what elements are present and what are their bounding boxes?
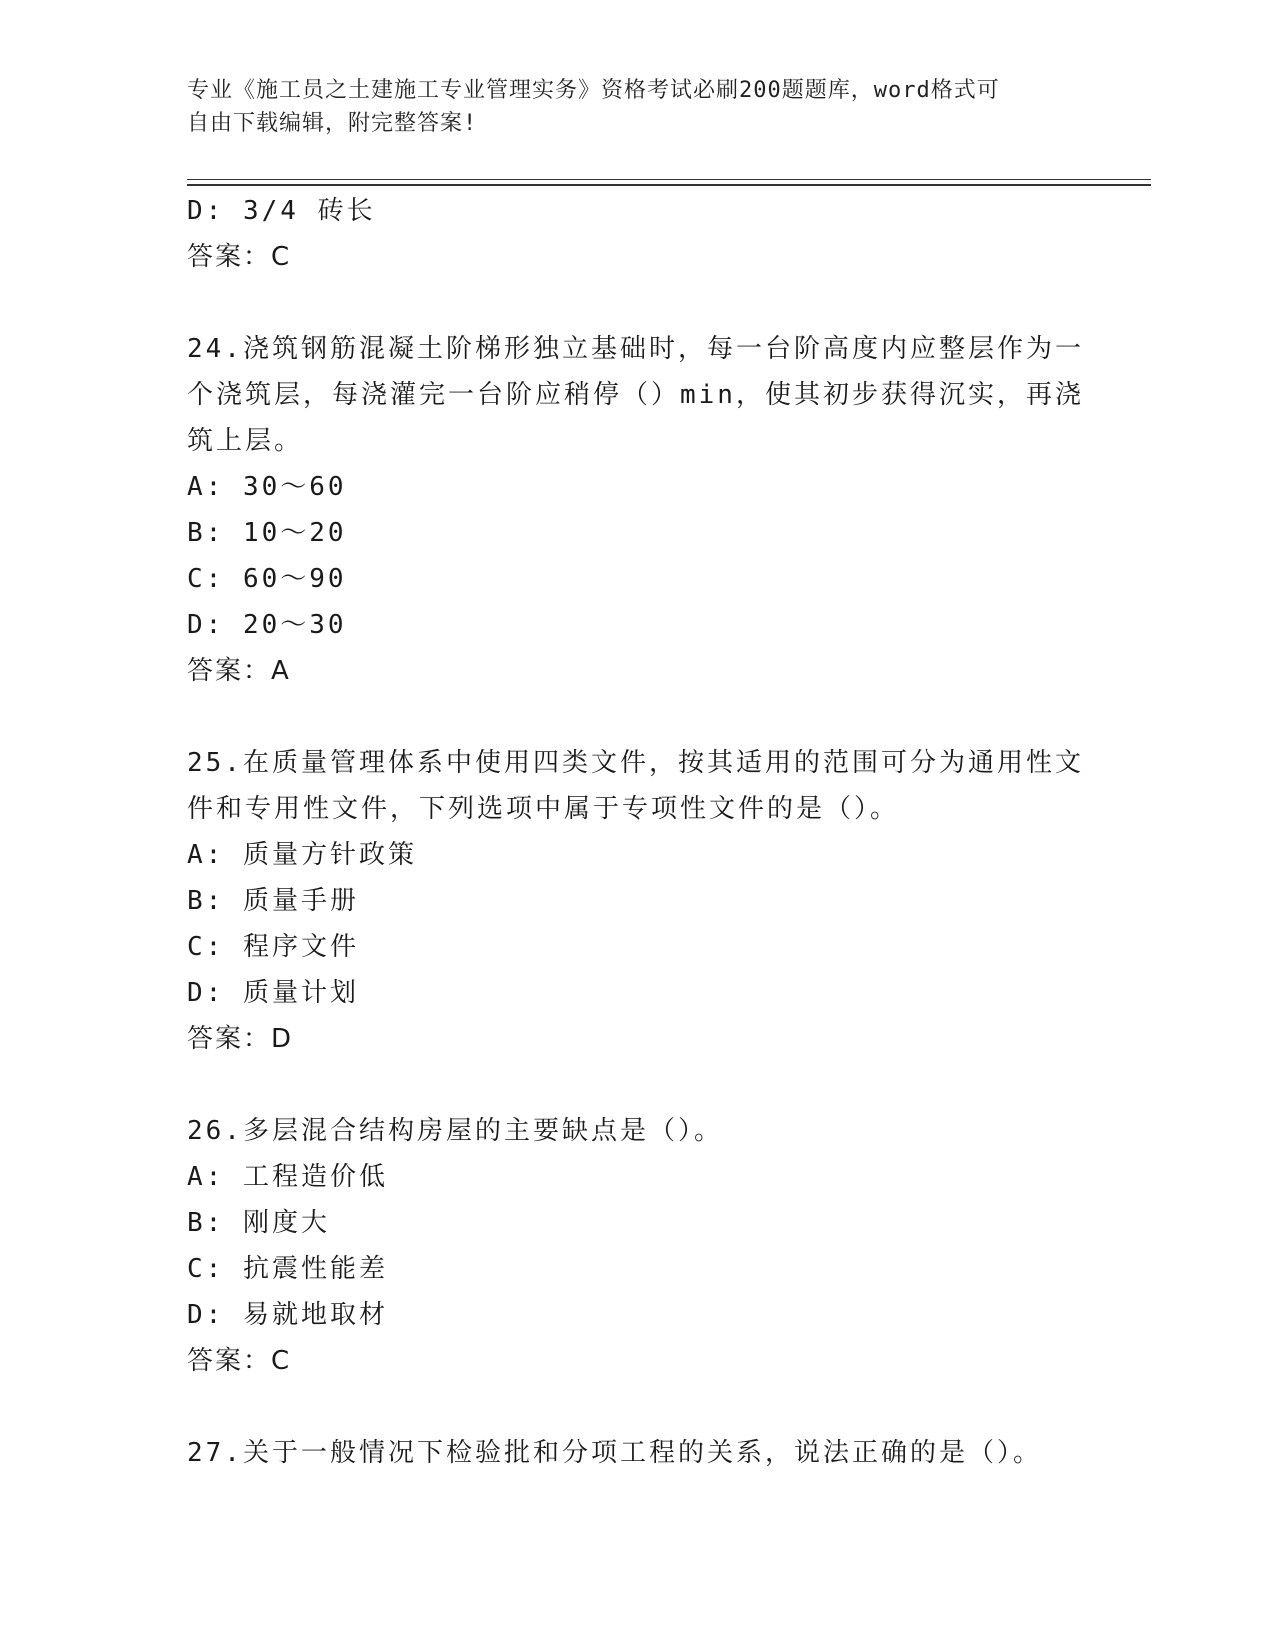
header-line-2: 自由下载编辑，附完整答案! [187,111,478,136]
option-d: D: 20～30 [187,610,347,640]
document-header [187,74,1067,140]
header-divider-thick [187,184,1151,186]
question-27 [187,1430,1087,1476]
question-text-line: 24.浇筑钢筋混凝土阶梯形独立基础时，每一台阶高度内应整层作为一 [187,334,1084,364]
option-a: A: 工程造价低 [187,1162,388,1192]
answer: 答案：A [187,656,291,686]
question-text-line: 26.多层混合结构房屋的主要缺点是（）。 [187,1116,723,1146]
question-text-line: 25.在质量管理体系中使用四类文件，按其适用的范围可分为通用性文 [187,748,1084,778]
option-c: C: 60～90 [187,564,347,594]
question-24 [187,326,1087,694]
option-d: D: 质量计划 [187,978,359,1008]
option-a: A: 质量方针政策 [187,840,417,870]
option-b: B: 质量手册 [187,886,359,916]
question-text-line: 件和专用性文件，下列选项中属于专项性文件的是（）。 [187,794,900,824]
question-text-line: 个浇筑层，每浇灌完一台阶应稍停（）min，使其初步获得沉实，再浇 [187,380,1084,410]
question-25 [187,740,1087,1062]
spacer [187,1384,1087,1430]
option-b: B: 10～20 [187,518,347,548]
option-c: C: 程序文件 [187,932,359,962]
header-line-1: 专业《施工员之土建施工专业管理实务》资格考试必刷200题题库，word格式可 [187,78,1000,103]
question-text-line: 27.关于一般情况下检验批和分项工程的关系，说法正确的是（）。 [187,1438,1042,1468]
answer: 答案：D [187,1024,294,1054]
question-list [187,188,1087,1476]
spacer [187,280,1087,326]
spacer [187,694,1087,740]
option-c: C: 抗震性能差 [187,1254,388,1284]
spacer [187,1062,1087,1108]
option-a: A: 30～60 [187,472,347,502]
answer: 答案：C [187,1346,292,1376]
header-divider-thin [187,179,1151,180]
prev-answer: 答案：C [187,242,292,272]
option-d: D: 易就地取材 [187,1300,388,1330]
prev-option-d: D: 3/4 砖长 [187,196,376,226]
option-b: B: 刚度大 [187,1208,330,1238]
question-26 [187,1108,1087,1384]
question-text-line: 筑上层。 [187,426,304,456]
